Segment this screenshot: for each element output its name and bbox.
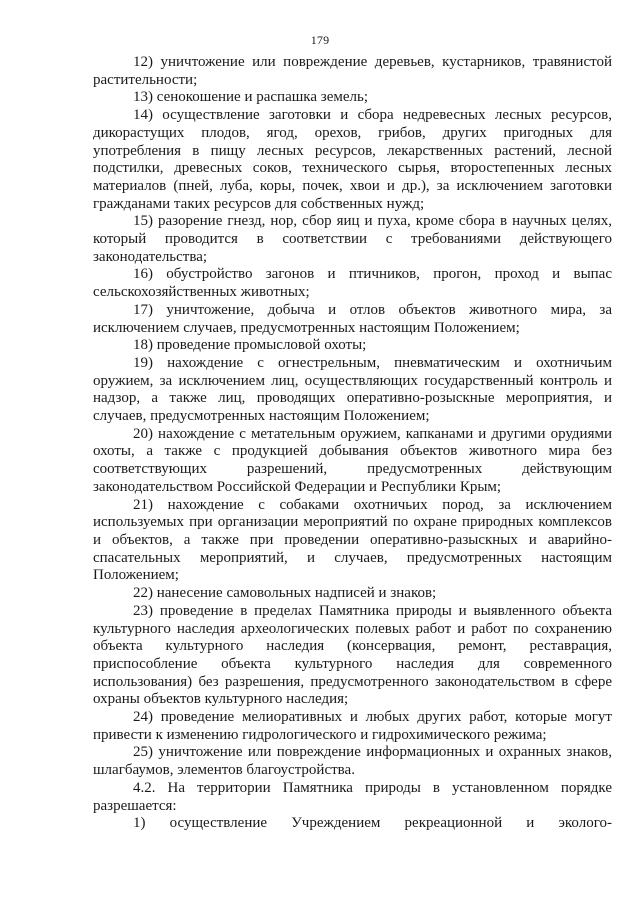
- paragraph-item-24: 24) проведение мелиоративных и любых других работ, которые могут привести к изменению гидрологического и гидрохимического режима;: [93, 709, 612, 743]
- paragraph-item-20: 20) нахождение с метательным оружием, капканами и другими орудиями охоты, а также с продукцией добывания объектов животного мира без соответствующих разрешений, предусмотренных действующим законодательством Российской Федерации и Республики Крым;: [93, 425, 612, 495]
- paragraph-item-22: 22) нанесение самовольных надписей и знаков;: [133, 585, 437, 602]
- paragraph-item-14: 14) осуществление заготовки и сбора недревесных лесных ресурсов, дикорастущих плодов, ягод, орехов, грибов, других пригодных для употребления в пищу лесных ресурсов, лекарственных растений, лесной подстилки, древесных соков, технического сырья, второстепенных лесных материалов (пней, луба, коры, почек, хвои и др.), за исключением заготовки гражданами таких ресурсов для собственных нужд;: [93, 107, 612, 212]
- page-number: 179: [310, 33, 330, 47]
- paragraph-item-16: 16) обустройство загонов и птичников, прогон, проход и выпас сельскохозяйственных животных;: [93, 266, 612, 301]
- paragraph-item-25: 25) уничтожение или повреждение информационных и охранных знаков, шлагбаумов, элементов благоустройства.: [93, 744, 612, 779]
- paragraph-item-23: 23) проведение в пределах Памятника природы и выявленного объекта культурного наследия археологических полевых работ и работ по сохранению объекта культурного наследия (консервация, ремонт, реставрация, приспособление объекта культурного наследия для современного использования) без разрешения, предусмотренного законодательством в сфере охраны объектов культурного наследия;: [93, 602, 612, 708]
- paragraph-item-17: 17) уничтожение, добыча и отлов объектов животного мира, за исключением случаев, предусмотренных настоящим Положением;: [93, 301, 612, 336]
- paragraph-item-15: 15) разорение гнезд, нор, сбор яиц и пуха, кроме сбора в научных целях, который проводится в соответствии с требованиями действующего законодательства;: [93, 213, 612, 265]
- paragraph-item-12: 12) уничтожение или повреждение деревьев, кустарников, травянистой растительности;: [93, 54, 612, 88]
- paragraph-item-13: 13) сенокошение и распашка земель;: [133, 89, 368, 106]
- paragraph-item-19: 19) нахождение с огнестрельным, пневматическим и охотничьим оружием, за исключением лиц, осуществляющих государственный контроль и надзор, а также лиц, проводящих оперативно-розыскные мероприятия, и случаев, предусмотренных настоящим Положением;: [93, 354, 612, 425]
- section-4-2-paragraph: 4.2. На территории Памятника природы в установленном порядке разрешается:: [93, 779, 612, 814]
- paragraph-item-21: 21) нахождение с собаками охотничьих пород, за исключением используемых при организации мероприятий по охране природных комплексов и объектов, а также при проведении оперативно-разыскных и аварийно-спасательных мероприятий, и случаев, предусмотренных настоящим Положением;: [93, 496, 612, 584]
- paragraph-item-18: 18) проведение промысловой охоты;: [133, 337, 367, 354]
- allowed-item-1: 1) осуществление Учреждением рекреационной и эколого-: [133, 815, 612, 832]
- document-body: [93, 54, 612, 833]
